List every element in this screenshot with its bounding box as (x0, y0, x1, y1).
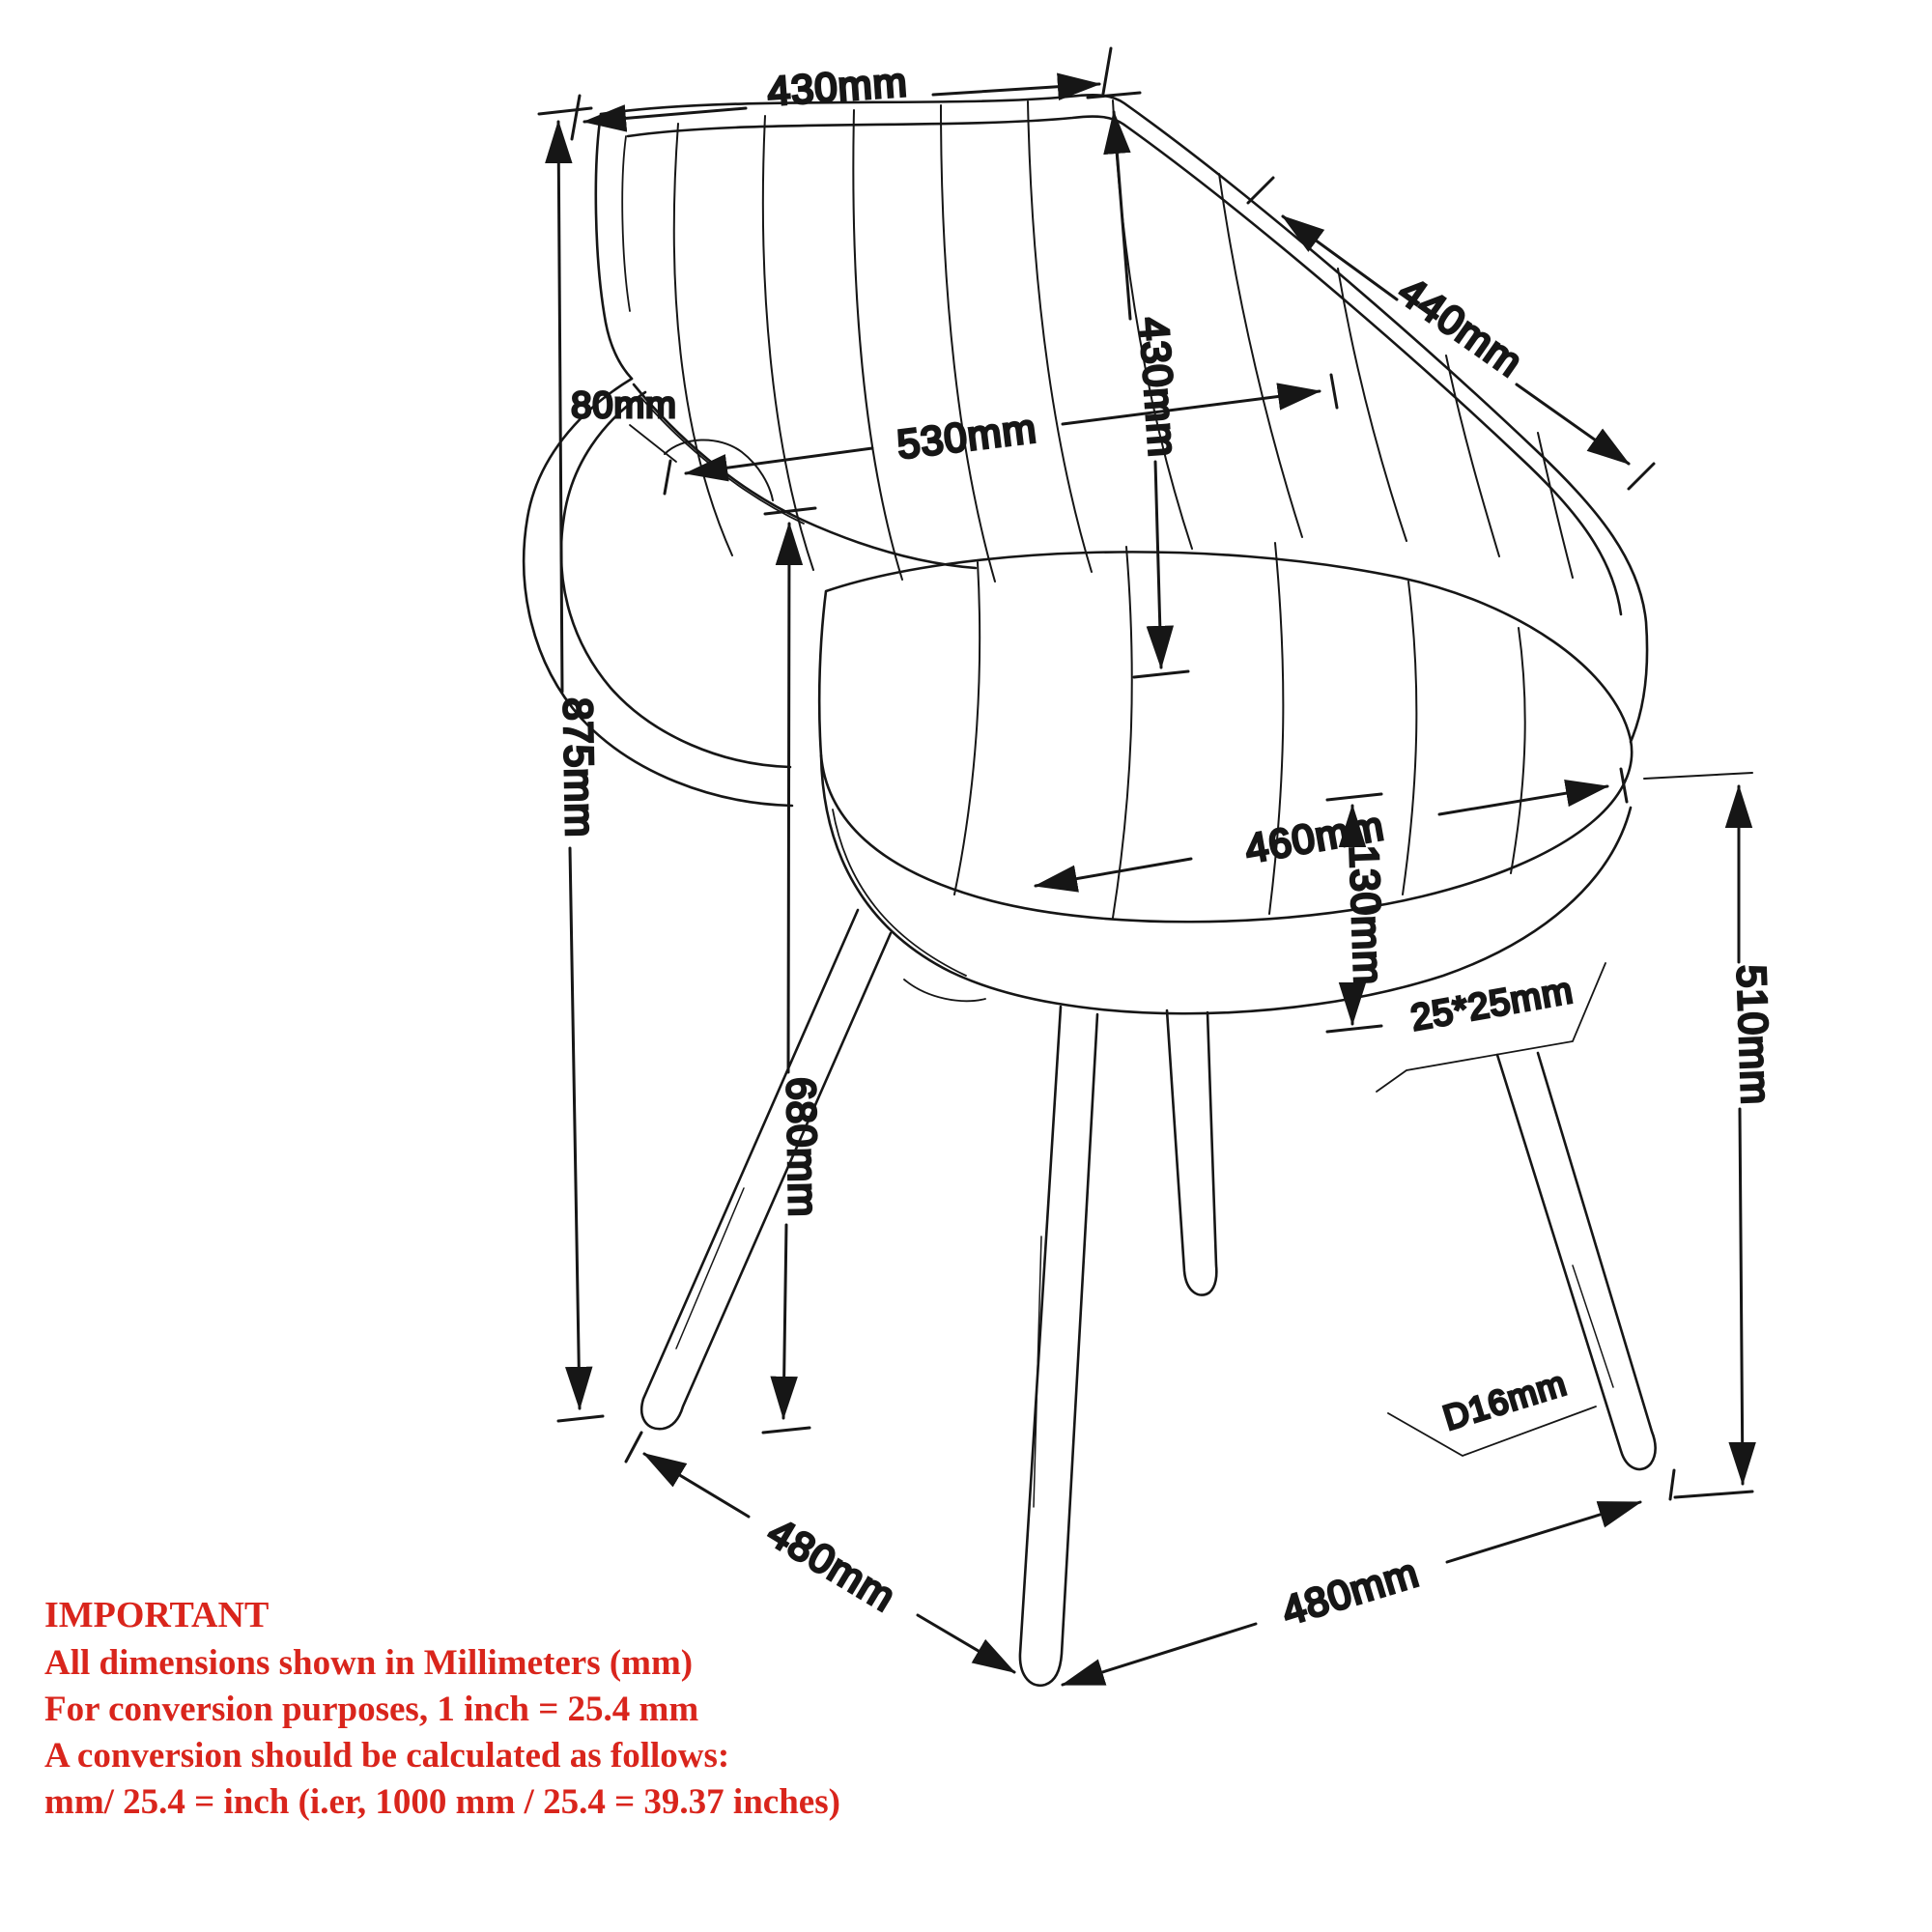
backrest-outline (601, 95, 1647, 742)
dim-label-leg-section: 25*25mm (1407, 970, 1577, 1039)
dim-label-seat-width: 460mm (1241, 802, 1388, 872)
dim-seat-height (1644, 773, 1779, 1497)
notes-line-2: For conversion purposes, 1 inch = 25.4 mm (44, 1690, 699, 1729)
dim-label-cushion-thickness: 130mm (1341, 844, 1392, 986)
notes-heading: IMPORTANT (44, 1595, 270, 1635)
dim-label-arm-height: 680mm (778, 1076, 827, 1218)
front-left-leg (641, 910, 891, 1429)
front-right-leg-inner (1034, 1236, 1041, 1507)
rear-left-leg (1167, 1010, 1216, 1295)
dim-label-seat-height: 510mm (1728, 964, 1779, 1106)
dim-label-back-height: 430mm (1130, 315, 1186, 459)
dim-back-height (1088, 93, 1188, 677)
dim-label-leg-tube: D16mm (1438, 1362, 1572, 1438)
important-notes (44, 1592, 1184, 1826)
seat-channel-lines (954, 543, 1525, 918)
notes-line-3: A conversion should be calculated as follows: (44, 1736, 730, 1776)
dim-inner-width (665, 375, 1337, 494)
dim-leg-section (1377, 963, 1605, 1092)
notes-line-1: All dimensions shown in Millimeters (mm) (44, 1643, 694, 1683)
dim-arm-height (763, 508, 826, 1433)
dim-label-inner-width: 530mm (895, 405, 1039, 468)
backrest-piping (628, 117, 1621, 614)
dim-label-total-height: 875mm (554, 696, 604, 838)
dim-label-arm-side: 440mm (1390, 268, 1532, 385)
dim-total-height (539, 108, 603, 1421)
backrest-left-edge (596, 114, 632, 379)
dim-label-base-depth: 480mm (759, 1509, 904, 1621)
dim-arm-side (1248, 178, 1654, 489)
notes-line-4: mm/ 25.4 = inch (i.er, 1000 mm / 25.4 = 39.37 inches) (44, 1782, 840, 1822)
dim-leg-tube (1388, 1363, 1596, 1456)
front-right-leg (1020, 1007, 1097, 1686)
front-left-leg-inner (676, 1188, 744, 1349)
dim-label-back-top-width: 430mm (765, 59, 909, 115)
seat-cushion-outline (819, 552, 1632, 922)
dim-label-arm-cap: 80mm (571, 385, 677, 426)
seat-shell-band-inner (833, 810, 966, 976)
dim-label-base-width: 480mm (1276, 1548, 1425, 1634)
backrest-left-edge-inner (622, 136, 630, 311)
